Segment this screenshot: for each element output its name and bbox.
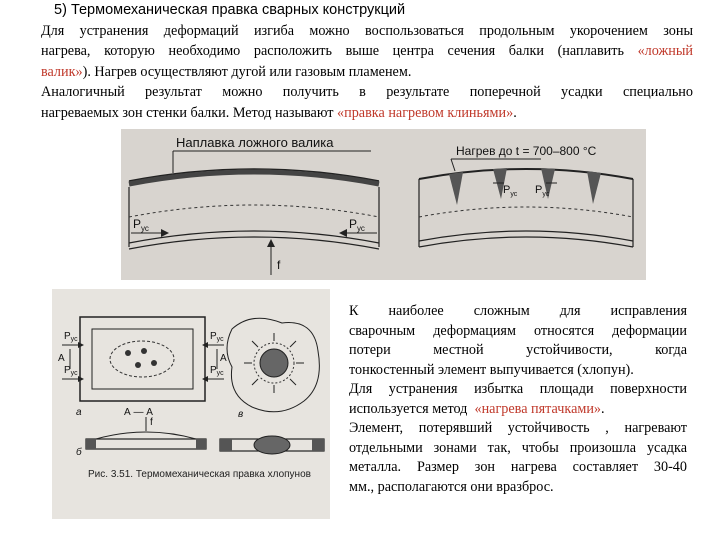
section-mark-left: А — [58, 353, 65, 364]
text-line-8: отдельными зонами так, чтобы произошла усадка — [349, 439, 687, 456]
deflection-label-b: f — [150, 417, 153, 428]
buckle-straightening-figure — [52, 289, 330, 519]
text-line-10: мм., располагаются они вразброс. — [349, 478, 554, 495]
label-v: в — [238, 409, 244, 420]
force-label-wedge-1: $P_{ус}$ — [503, 184, 518, 198]
section-label: А — А — [124, 407, 153, 418]
false-bead-label: Наплавка ложного валика — [176, 135, 334, 150]
beam-straightening-drawing — [121, 129, 646, 280]
beam-straightening-figure — [121, 129, 646, 280]
label-a: а — [76, 407, 82, 418]
paragraph-1-line-1: Для устранения деформаций изгиба можно воспользоваться продольным укорочением зоны — [41, 23, 693, 39]
force-label-wedge-2: $P_{ус}$ — [535, 184, 550, 198]
force-label-a3: $P_{ус}$ — [210, 331, 224, 343]
section-mark-right: А — [220, 353, 227, 364]
force-label-a4: $P_{ус}$ — [210, 365, 224, 377]
text-line-2: сварочным деформациям относятся деформации — [349, 322, 687, 339]
false-bead-term-part1: «ложный — [637, 43, 694, 59]
paragraph-2-line-2: нагреваемых зон стенки балки. Метод называют «правка нагревом клиньями». — [41, 105, 517, 121]
text-line-4: тонкостенный элемент выпучивается (хлопун). — [349, 361, 634, 378]
text-line-9: металла. Размер зон нагрева составляет 30-40 — [349, 459, 687, 475]
paragraph-1-line-2: нагрева, которую необходимо расположить выше центра сечения балки (наплавить «ложный — [41, 43, 694, 59]
force-label-right: $P_{ус}$ — [349, 217, 365, 233]
paragraph-1-line-3: валик»). Нагрев осуществляют дугой или газовым пламенем. — [41, 64, 412, 80]
label-b: б — [76, 447, 82, 458]
heating-temp-label: Нагрев до t = 700–800 °C — [456, 144, 597, 158]
buckle-text-block — [349, 302, 687, 497]
section-number: 5) — [54, 2, 67, 18]
figure-caption: Рис. 3.51. Термомеханическая правка хлопунов — [88, 469, 311, 480]
buckle-straightening-drawing — [52, 289, 330, 519]
wedge-heating-term: «правка нагревом клиньями» — [337, 105, 514, 121]
text-line-3: потери местной устойчивости, когда — [349, 342, 687, 358]
force-label-left: $P_{ус}$ — [133, 217, 149, 233]
text-line-7: Элемент, потерявший устойчивость , нагревают — [349, 420, 687, 436]
force-label-a1: $P_{ус}$ — [64, 331, 78, 343]
false-bead-term-part2: валик» — [41, 64, 83, 80]
force-label-a2: $P_{ус}$ — [64, 365, 78, 377]
text-line-6: используется метод «нагрева пятачками». — [349, 400, 605, 417]
spot-heating-term: «нагрева пятачками» — [474, 400, 602, 417]
paragraph-2-line-1: Аналогичный результат можно получить в результате поперечной усадки специально — [41, 84, 693, 100]
text-line-5: Для устранения избытка площади поверхности — [349, 381, 687, 397]
deflection-label: f — [277, 258, 281, 272]
text-line-1: К наиболее сложным для исправления — [349, 303, 687, 319]
section-title: Термомеханическая правка сварных конструкций — [70, 2, 406, 18]
section-heading — [54, 2, 405, 18]
